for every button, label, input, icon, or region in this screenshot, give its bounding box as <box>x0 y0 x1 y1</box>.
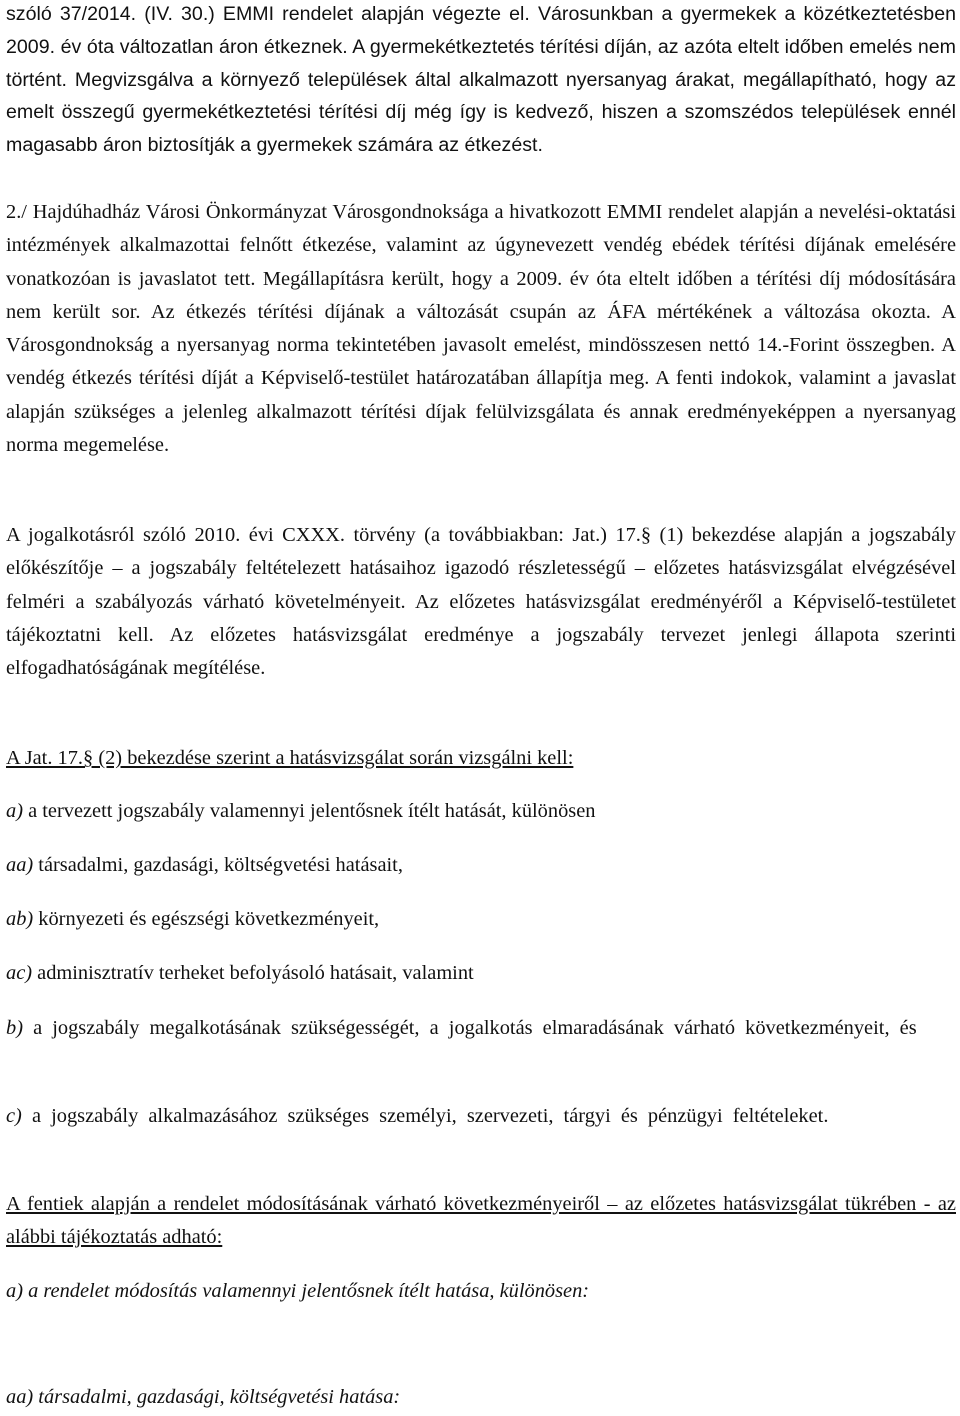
list-label-c: c) <box>6 1105 22 1127</box>
list-label-ac: ac) <box>6 962 33 984</box>
list-label-a: a) <box>6 800 23 822</box>
list-text-ab: környezeti és egészségi következményeit, <box>33 908 380 930</box>
list-label-ab: ab) <box>6 908 34 930</box>
paragraph-jat-17-1: A jogalkotásról szóló 2010. évi CXXX. törvény (a továbbiakban: Jat.) 17.§ (1) bekezdése alapján a jogszabály előkészítője – a jogszabály feltételezett hatásaihoz igazodó részletességű – előzetes hatásvizsgálat elvégzésével felméri a szabályozás várható követelményeit. Az előzetes hatásvizsgálat eredményéről a Képviselő-testületet tájékoztatni kell. Az előzetes hatásvizsgálat eredménye a jogszabály tervezet jenlegi állapota szerinti elfogadhatóságának megítélése. <box>6 524 956 680</box>
list-item-ab <box>6 903 379 936</box>
paragraph-jat-17-2: A Jat. 17.§ (2) bekezdése szerint a hatásvizsgálat során vizsgálni kell: <box>6 747 574 769</box>
heading-impact-a: a) a rendelet módosítás valamennyi jelentősnek ítélt hatása, különösen: <box>6 1280 590 1302</box>
paragraph-adult-meals: 2./ Hajdúhadház Városi Önkormányzat Városgondnoksága a hivatkozott EMMI rendelet alapján a nevelési-oktatási intézmények alkalmazottai felnőtt étkezése, valamint az úgynevezett vendég ebédek térítési díjának emelésére vonatkozóan is javaslatot tett. Megállapításra került, hogy a 2009. év óta eltelt időben a térítési díj módosítására nem került sor. Az étkezés térítési díjának a változását csupán az ÁFA mértékének a változása okozta. A Városgondnokság a nyersanyag norma tekintetében javasolt emelést, mindösszesen nettó 14.-Forint összegben. A vendég étkezés térítési díját a Képviselő-testület határozatában állapítja meg. A fenti indokok, valamint a javaslat alapján szükséges a jelenleg alkalmazott térítési díjak felülvizsgálata és annak eredményeképpen a nyersanyag norma megemelése. <box>6 201 956 457</box>
paragraph-summary-intro: A fentiek alapján a rendelet módosításának várható következményeiről – az előzetes hatásvizsgálat tükrében - az alábbi tájékoztatás adható: <box>6 1193 956 1249</box>
list-item-a <box>6 795 595 828</box>
list-item-aa <box>6 849 403 882</box>
list-item-c <box>6 1100 828 1133</box>
list-text-a: a tervezett jogszabály valamennyi jelentősnek ítélt hatását, különösen <box>23 800 596 822</box>
paragraph-child-meals: szóló 37/2014. (IV. 30.) EMMI rendelet alapján végezte el. Városunkban a gyermekek a közétkeztetésben 2009. év óta változatlan áron étkeznek. A gyermekétkeztetés térítési díján, az azóta eltelt időben emelés nem történt. Megvizsgálva a környező települések által alkalmazott nyersanyag árakat, megállapítható, hogy az emelt összegű gyermekétkeztetési térítési díj még így is kedvező, hiszen a szomszédos települések ennél magasabb áron biztosítják a gyermekek számára az étkezést. <box>6 3 956 157</box>
list-text-b: a jogszabály megalkotásának szükségességét, a jogalkotás elmaradásának várható következményeit, és <box>23 1017 917 1039</box>
list-text-aa: társadalmi, gazdasági, költségvetési hatásait, <box>33 854 403 876</box>
list-text-c: a jogszabály alkalmazásához szükséges személyi, szervezeti, tárgyi és pénzügyi feltételeket. <box>21 1105 829 1127</box>
list-text-ac: adminisztratív terheket befolyásoló hatásait, valamint <box>32 962 474 984</box>
list-label-aa: aa) <box>6 854 34 876</box>
heading-impact-aa: aa) társadalmi, gazdasági, költségvetési hatása: <box>6 1386 401 1408</box>
list-label-b: b) <box>6 1017 23 1039</box>
list-item-b <box>6 1012 917 1045</box>
list-item-ac <box>6 957 474 990</box>
